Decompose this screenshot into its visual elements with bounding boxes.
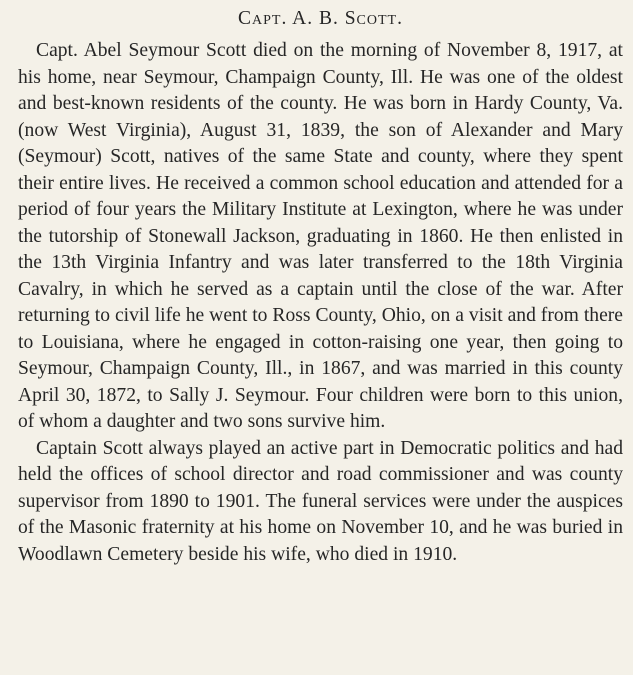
article-paragraph-2: Captain Scott always played an active part in Democratic politics and had held the offices of school director and road commissioner and was county supervisor from 1890 to 1901. The funeral services were under the auspices of the Masonic fraternity at his home on November 10, and he was buried in Woodlawn Cemetery beside his wife, who died in 1910. <box>18 437 623 565</box>
article-title: Capt. A. B. Scott. <box>238 8 403 29</box>
article-paragraph-1: Capt. Abel Seymour Scott died on the morning of November 8, 1917, at his home, near Seymour, Champaign County, Ill. He was one of the oldest and best-known residents of the county. He was born in Hardy County, Va. (now West Virginia), August 31, 1839, the son of Alexander and Mary (Seymour) Scott, natives of the same State and county, where they spent their entire lives. He received a common school education and attended for a period of four years the Military Institute at Lexington, where he was under the tutorship of Stonewall Jackson, graduating in 1860. He then enlisted in the 13th Virginia Infantry and was later transferred to the 18th Virginia Cavalry, in which he served as a captain until the close of the war. After returning to civil life he went to Ross County, Ohio, on a visit and from there to Louisiana, where he engaged in cotton-raising one year, then going to Seymour, Champaign County, Ill., in 1867, and was married in this county April 30, 1872, to Sally J. Seymour. Four children were born to this union, of whom a daughter and two sons survive him. <box>18 40 623 432</box>
